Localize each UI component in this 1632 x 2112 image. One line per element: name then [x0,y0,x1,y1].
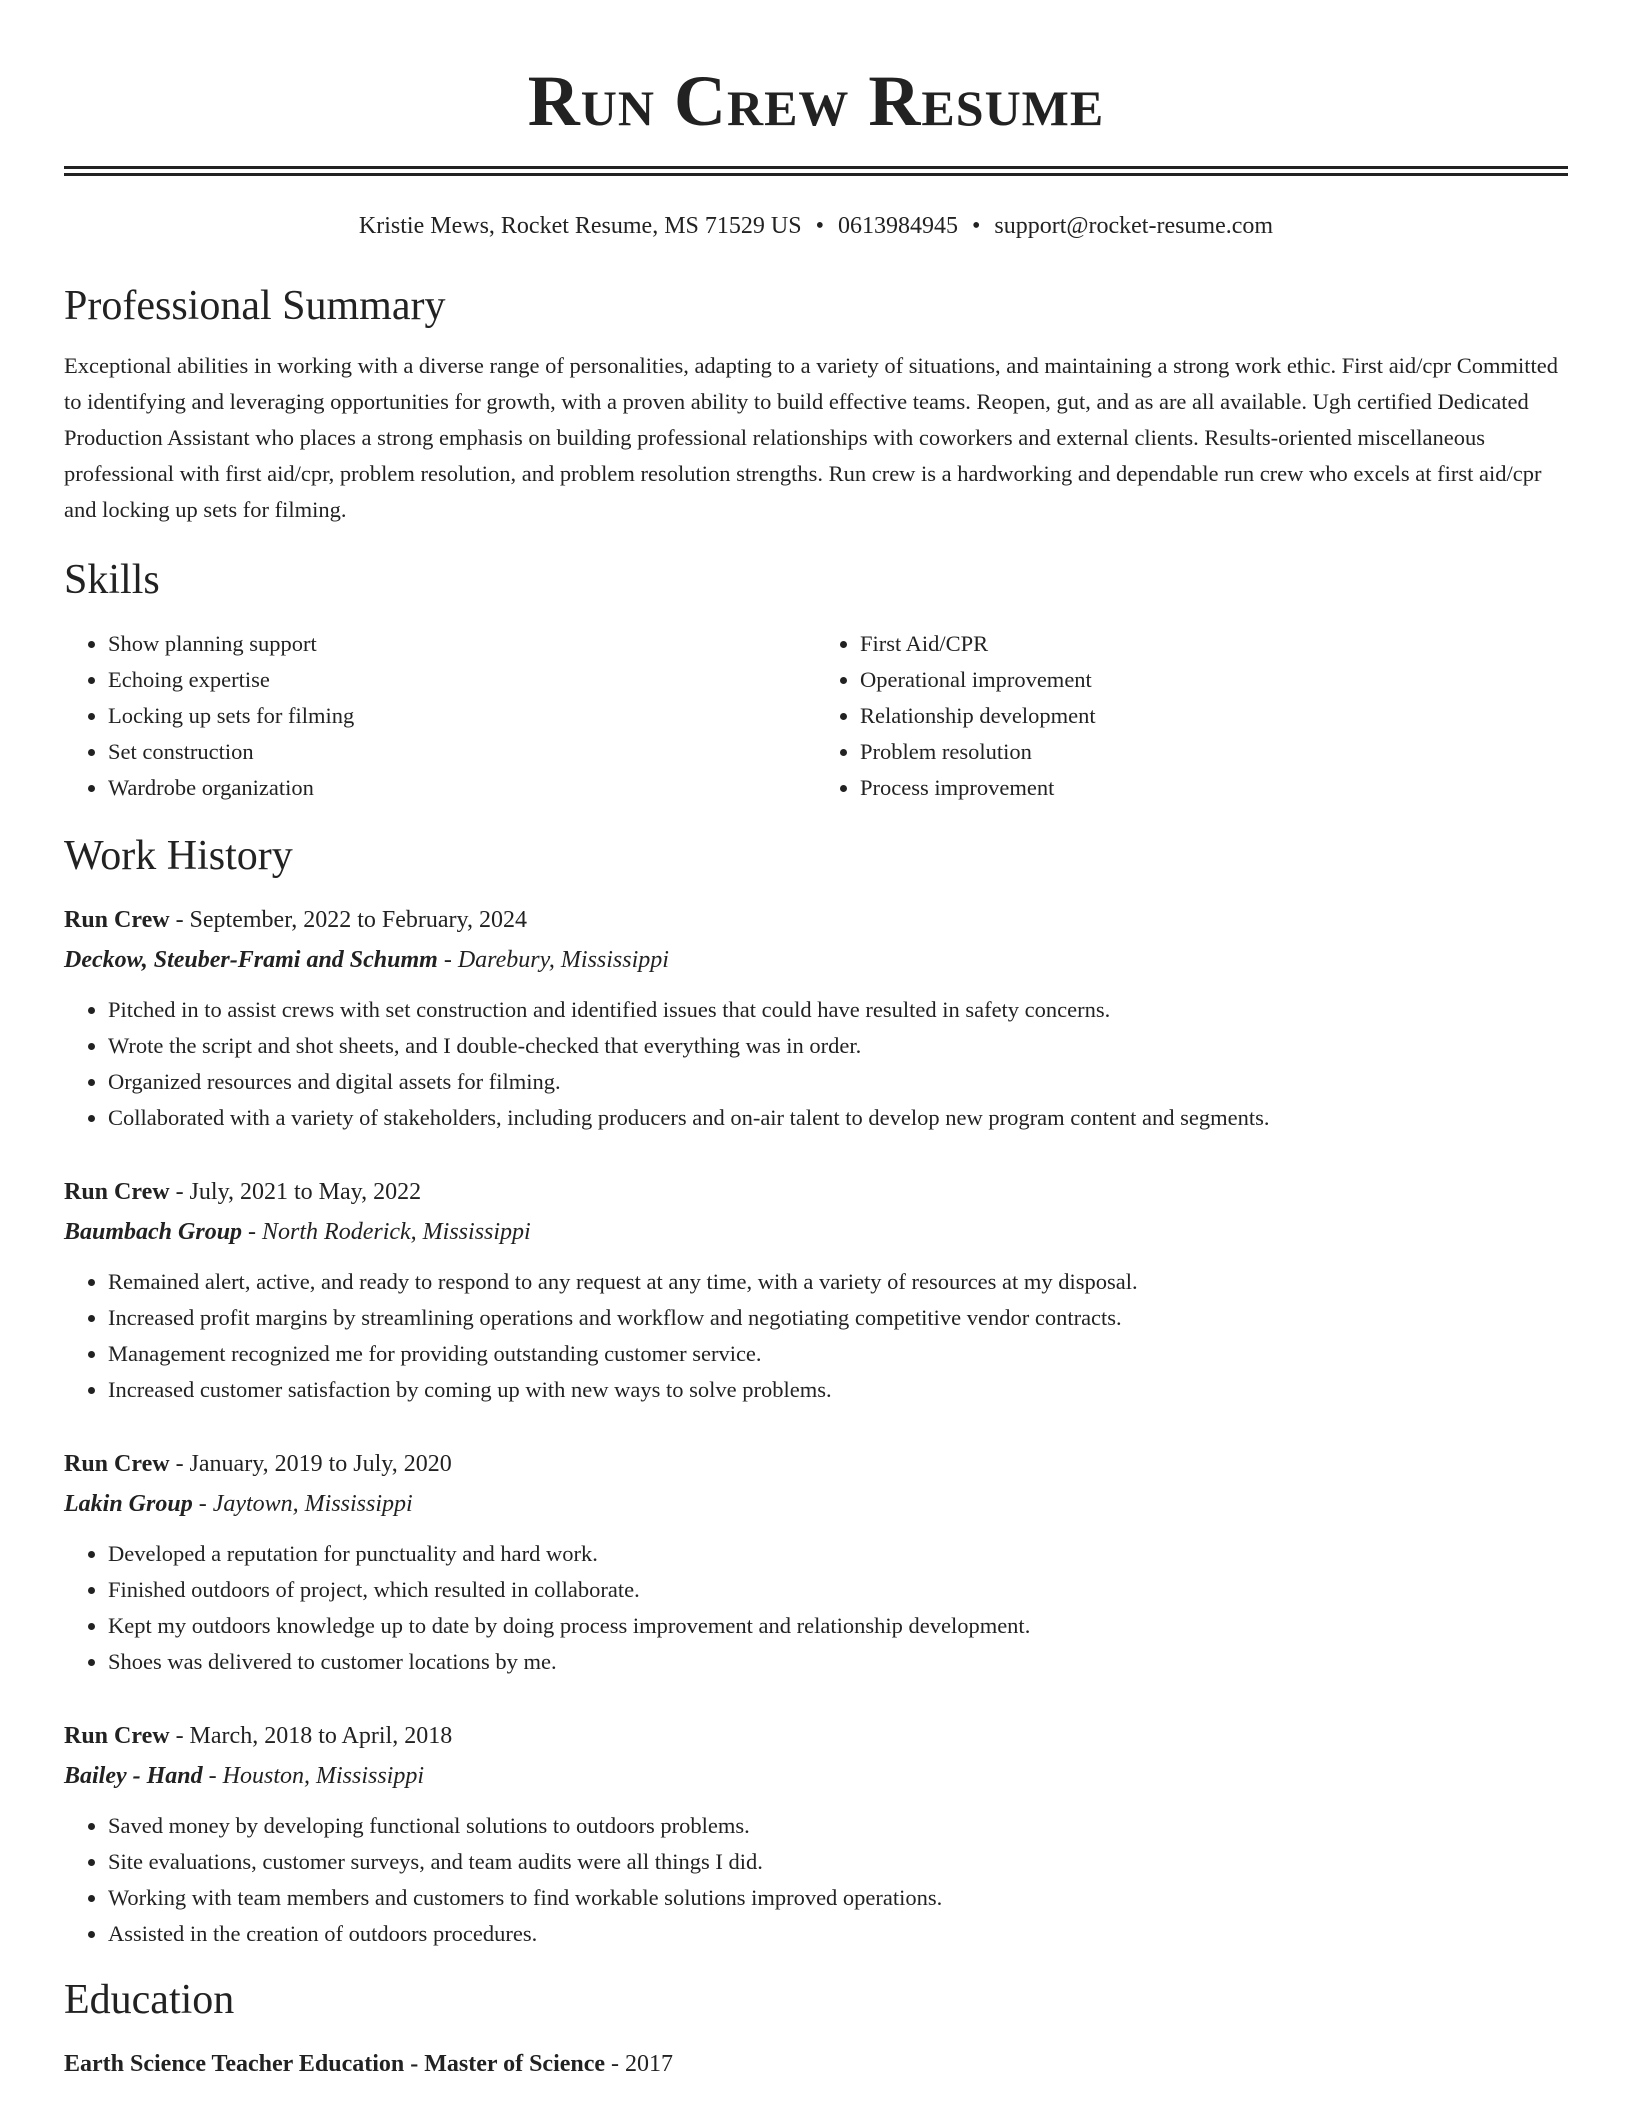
job-bullet: • Developed a reputation for punctuality and hard work. [108,1536,1568,1572]
contact-separator: • [815,213,824,239]
summary-text: Exceptional abilities in working with a diverse range of personalities, adapting to a variety of situations, and maintaining a strong work ethic. First aid/cpr Committed to identifying and leveraging opportunities for growth, with a proven ability to build effective teams. Reopen, gut, and as are all available. Ugh certified Dedicated Production Assistant who places a strong emphasis on building professional relationships with coworkers and external clients. Results-oriented miscellaneous professional with first aid/cpr, problem resolution, and problem resolution strengths. Run crew is a hardworking and dependable run crew who excels at first aid/cpr and locking up sets for filming. [64,353,1559,522]
title-double-rule [64,166,1568,176]
skills-columns [64,626,1568,806]
skills-section [64,556,1568,806]
skill-item: • Problem resolution [860,734,1568,770]
skill-item: • Relationship development [860,698,1568,734]
job-entry [64,1174,1568,1408]
job-dates: - July, 2021 to May, 2022 [175,1179,422,1205]
education-year: - 2017 [611,2051,674,2077]
contact-separator: • [971,213,981,239]
company-location: - Houston, Mississippi [208,1763,425,1789]
job-entry [64,902,1568,1136]
skills-left-list [64,626,816,806]
job-bullet: • Remained alert, active, and ready to respond to any request at any time, with a variety of resources at my disposal. [108,1264,1568,1300]
work-history-heading: Work History [64,833,293,879]
skill-item: • Locking up sets for filming [108,698,816,734]
work-history-section [64,832,1568,1952]
company-location: - Darebury, Mississippi [443,947,669,973]
job-bullets [64,1808,1568,1952]
job-bullets [64,1264,1568,1408]
job-bullet: • Wrote the script and shot sheets, and I double-checked that everything was in order. [108,1028,1568,1064]
job-bullet: • Increased customer satisfaction by coming up with new ways to solve problems. [108,1372,1568,1408]
company-name: Bailey - Hand [64,1763,203,1789]
job-title: Run Crew [64,907,170,933]
job-entry [64,1718,1568,1952]
skill-item: • Process improvement [860,770,1568,806]
job-dates: - January, 2019 to July, 2020 [175,1451,452,1477]
education-section [64,1976,1568,2082]
job-entry [64,1446,1568,1680]
job-title-line [64,1718,1568,1754]
contact-line [64,210,1568,242]
company-line [64,942,1568,978]
job-bullets [64,992,1568,1136]
job-title: Run Crew [64,1723,170,1749]
company-line [64,1214,1568,1250]
job-title-line [64,1174,1568,1210]
company-location: - North Roderick, Mississippi [248,1219,531,1245]
company-line [64,1486,1568,1522]
summary-heading: Professional Summary [64,283,446,329]
skill-item: • Operational improvement [860,662,1568,698]
job-dates: - September, 2022 to February, 2024 [175,907,527,933]
summary-section [64,282,1568,528]
job-bullet: • Saved money by developing functional solutions to outdoors problems. [108,1808,1568,1844]
job-bullet: • Collaborated with a variety of stakeholders, including producers and on-air talent to develop new program content and segments. [108,1100,1568,1136]
contact-phone: 0613984945 [837,213,958,239]
job-bullet: • Kept my outdoors knowledge up to date by doing process improvement and relationship development. [108,1608,1568,1644]
job-bullet: • Finished outdoors of project, which resulted in collaborate. [108,1572,1568,1608]
skill-item: • Wardrobe organization [108,770,816,806]
education-degree: Earth Science Teacher Education - Master of Science [64,2051,606,2077]
job-title-line [64,1446,1568,1482]
skill-item: • First Aid/CPR [860,626,1568,662]
job-bullet: • Management recognized me for providing outstanding customer service. [108,1336,1568,1372]
contact-email: support@rocket-resume.com [994,213,1274,239]
education-entry [64,2046,1568,2082]
company-line [64,1758,1568,1794]
company-name: Baumbach Group [64,1219,243,1245]
job-bullet: • Site evaluations, customer surveys, and team audits were all things I did. [108,1844,1568,1880]
company-name: Deckow, Steuber-Frami and Schumm [64,947,438,973]
education-heading: Education [64,1977,235,2023]
company-name: Lakin Group [64,1491,193,1517]
job-bullet: • Assisted in the creation of outdoors procedures. [108,1916,1568,1952]
job-bullet: • Shoes was delivered to customer locations by me. [108,1644,1568,1680]
job-bullet: • Organized resources and digital assets for filming. [108,1064,1568,1100]
job-bullet: • Working with team members and customers to find workable solutions improved operations. [108,1880,1568,1916]
job-bullets [64,1536,1568,1680]
skills-right-list [816,626,1568,806]
company-location: - Jaytown, Mississippi [198,1491,413,1517]
job-title: Run Crew [64,1179,170,1205]
job-bullet: • Pitched in to assist crews with set construction and identified issues that could have resulted in safety concerns. [108,992,1568,1028]
job-title: Run Crew [64,1451,170,1477]
skill-item: • Show planning support [108,626,816,662]
skills-heading: Skills [64,557,160,603]
resume-title: Run Crew Resume [527,61,1105,141]
contact-address: Kristie Mews, Rocket Resume, MS 71529 US [358,213,802,239]
skill-item: • Set construction [108,734,816,770]
skill-item: • Echoing expertise [108,662,816,698]
job-title-line [64,902,1568,938]
job-bullet: • Increased profit margins by streamlining operations and workflow and negotiating competitive vendor contracts. [108,1300,1568,1336]
job-dates: - March, 2018 to April, 2018 [175,1723,453,1749]
